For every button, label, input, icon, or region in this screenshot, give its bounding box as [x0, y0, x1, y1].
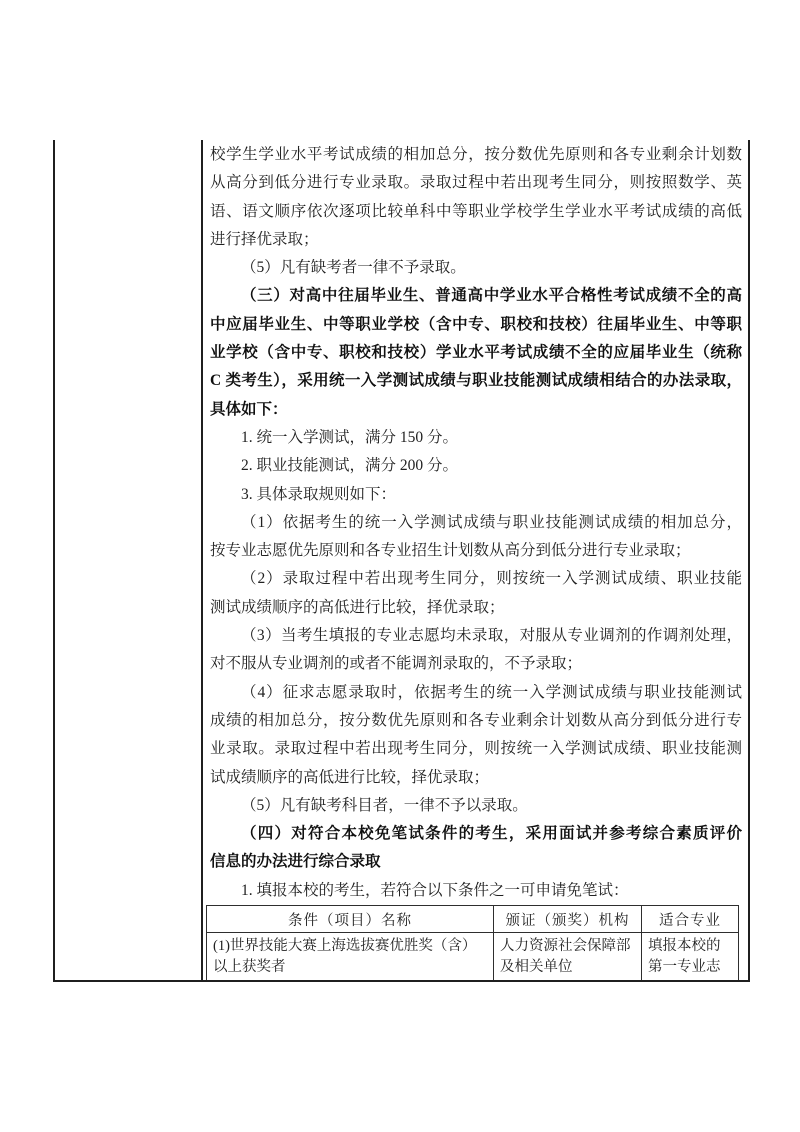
left-label-cell [55, 140, 203, 980]
text-line: （三）对高中往届毕业生、普通高中学业水平合格性考试成绩不全的高 [241, 287, 742, 305]
text-line: （四）对符合本校免笔试条件的考生，采用面试并参考综合素质评价 [241, 825, 742, 843]
text-line: 信息的办法进行综合录取 [210, 853, 381, 871]
text-line: 校学生学业水平考试成绩的相加总分，按分数优先原则和各专业剩余计划数 [210, 146, 742, 163]
text-line: （3）当考生填报的专业志愿均未录取，对服从专业调剂的作调剂处理， [241, 627, 742, 645]
text-line: 业学校（含中专、职校和技校）学业水平考试成绩不全的应届毕业生（统称 [210, 344, 742, 362]
cell-majors: 填报本校的第一专业志 [642, 933, 739, 980]
text-line: 测试成绩顺序的高低进行比较，择优录取； [210, 598, 505, 616]
text-line: 具体如下： [210, 400, 288, 418]
text-line: 试成绩顺序的高低进行比较，择优录取； [210, 768, 490, 786]
col-header-majors: 适合专业 [642, 906, 739, 933]
text-line: 从高分到低分进行专业录取。录取过程中若出现考生同分，则按照数学、英 [210, 174, 742, 192]
exemption-table [206, 905, 739, 980]
content-cell [203, 140, 748, 980]
text-line: 语、语文顺序依次逐项比较单科中等职业学校学生学业水平考试成绩的高低 [210, 202, 742, 220]
table-row [207, 933, 739, 980]
text-line: 成绩的相加总分，按分数优先原则和各专业剩余计划数从高分到低分进行专 [210, 711, 742, 729]
col-header-agency: 颁证（颁奖）机构 [494, 906, 642, 933]
text-line: （5）凡有缺考者一律不予录取。 [241, 259, 466, 277]
col-header-condition: 条件（项目）名称 [207, 906, 494, 933]
text-line: 进行择优录取； [210, 230, 319, 248]
body-text [210, 141, 742, 905]
text-line: 1. 填报本校的考生，若符合以下条件之一可申请免笔试： [241, 881, 629, 899]
text-line: 按专业志愿优先原则和各专业招生计划数从高分到低分进行专业录取； [210, 542, 691, 560]
text-line: （2）录取过程中若出现考生同分，则按统一入学测试成绩、职业技能 [241, 570, 742, 588]
text-line: C 类考生），采用统一入学测试成绩与职业技能测试成绩相结合的办法录取， [210, 372, 742, 390]
text-line: 1. 统一入学测试，满分 150 分。 [241, 428, 459, 446]
text-line: （1）依据考生的统一入学测试成绩与职业技能测试成绩的相加总分， [241, 513, 742, 531]
text-line: （4）征求志愿录取时，依据考生的统一入学测试成绩与职业技能测试 [241, 683, 742, 701]
policy-table [53, 140, 750, 982]
text-line: 3. 具体录取规则如下： [241, 485, 397, 503]
text-line: 中应届毕业生、中等职业学校（含中专、职校和技校）往届毕业生、中等职 [210, 315, 742, 333]
cell-agency: 人力资源社会保障部及相关单位 [494, 933, 642, 980]
cell-condition: (1)世界技能大赛上海选拔赛优胜奖（含）以上获奖者 [207, 933, 494, 980]
exemption-table-header-row [207, 906, 739, 933]
text-line: 业录取。录取过程中若出现考生同分，则按统一入学测试成绩、职业技能测 [210, 740, 742, 758]
text-line: 对不服从专业调剂的或者不能调剂录取的，不予录取； [210, 655, 583, 673]
text-line: （5）凡有缺考科目者，一律不予以录取。 [241, 796, 528, 814]
text-line: 2. 职业技能测试，满分 200 分。 [241, 457, 459, 475]
